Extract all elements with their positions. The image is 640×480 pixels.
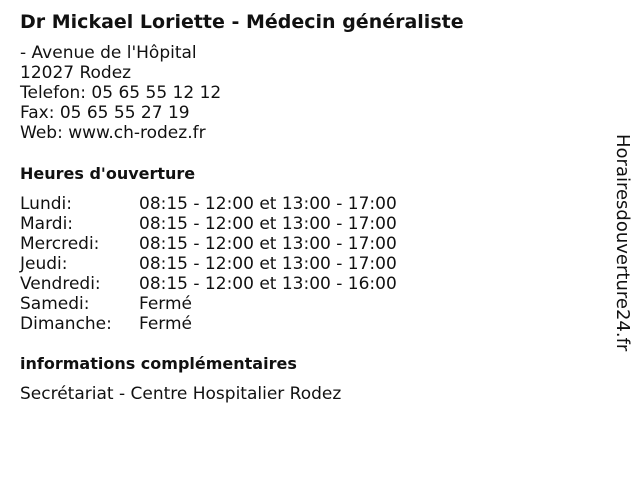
day-label: Jeudi: [20,254,68,274]
page-title: Dr Mickael Loriette - Médecin généraliste [20,11,464,33]
hours-row-friday [20,274,397,294]
day-label: Lundi: [20,194,72,214]
info-text: Secrétariat - Centre Hospitalier Rodez [20,384,342,404]
day-label: Dimanche: [20,314,112,334]
watermark [610,134,634,370]
time-value: Fermé [139,314,193,334]
day-label: Vendredi: [20,274,101,294]
website: Web: www.ch-rodez.fr [20,123,206,143]
time-value: 08:15 - 12:00 et 13:00 - 17:00 [139,214,397,234]
address-city: 12027 Rodez [20,63,132,83]
address-street: - Avenue de l'Hôpital [20,43,197,63]
hours-row-thursday [20,254,397,274]
hours-row-sunday [20,314,397,334]
time-value: 08:15 - 12:00 et 13:00 - 17:00 [139,254,397,274]
hours-row-saturday [20,294,397,314]
phone-number: Telefon: 05 65 55 12 12 [20,83,222,103]
info-heading: informations complémentaires [20,354,297,373]
day-label: Samedi: [20,294,90,314]
hours-heading: Heures d'ouverture [20,164,196,183]
day-label: Mercredi: [20,234,100,254]
time-value: 08:15 - 12:00 et 13:00 - 16:00 [139,274,397,294]
day-label: Mardi: [20,214,74,234]
opening-hours-table [20,194,397,334]
address-block [20,43,221,143]
fax-number: Fax: 05 65 55 27 19 [20,103,190,123]
watermark-text: Horairesdouverture24.fr [612,134,633,352]
time-value: 08:15 - 12:00 et 13:00 - 17:00 [139,194,397,214]
time-value: Fermé [139,294,193,314]
hours-row-monday [20,194,397,214]
time-value: 08:15 - 12:00 et 13:00 - 17:00 [139,234,397,254]
hours-row-tuesday [20,214,397,234]
hours-row-wednesday [20,234,397,254]
